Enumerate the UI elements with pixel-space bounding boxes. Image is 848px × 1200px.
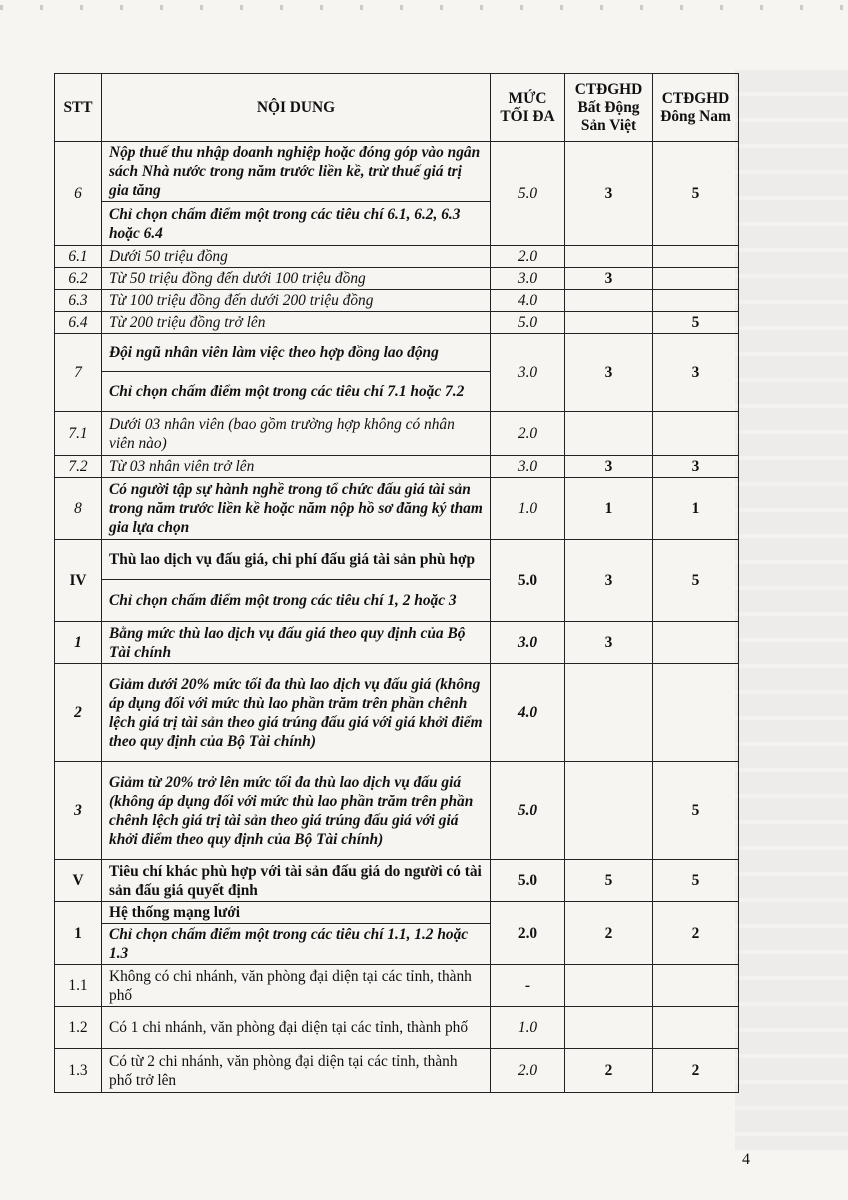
row-score-org2: 3 [653, 456, 739, 478]
row-text: Tiêu chí khác phù hợp với tài sản đấu giá do người có tài sản đấu giá quyết định [102, 860, 491, 902]
row-max-score: 5.0 [491, 540, 565, 622]
row-max-score: 1.0 [491, 1007, 565, 1049]
row-score-org2 [653, 965, 739, 1007]
row-stt: 6.2 [55, 268, 102, 290]
row-score-org2: 3 [653, 334, 739, 412]
row-stt: 8 [55, 478, 102, 540]
page-number: 4 [742, 1151, 750, 1168]
row-stt: 7.2 [55, 456, 102, 478]
row-score-org2: 2 [653, 1049, 739, 1093]
row-stt: 7 [55, 334, 102, 412]
row-text: Giảm từ 20% trở lên mức tối đa thù lao dịch vụ đấu giá (không áp dụng đối với mức thù lao phần trăm trên phần chênh lệch giá trị tài sản theo giá trúng đấu giá với giá khởi điểm theo quy định của Bộ Tài chính) [102, 762, 491, 860]
row-stt: 6.4 [55, 312, 102, 334]
row-stt: 1 [55, 902, 102, 965]
row-stt: 1 [55, 622, 102, 664]
table-row [55, 312, 739, 334]
row-text: Có 1 chi nhánh, văn phòng đại diện tại các tỉnh, thành phố [102, 1007, 491, 1049]
row-text: Có từ 2 chi nhánh, văn phòng đại diện tại các tỉnh, thành phố trở lên [102, 1049, 491, 1093]
row-stt: V [55, 860, 102, 902]
header-content: NỘI DUNG [102, 74, 491, 142]
row-subtext: Chỉ chọn chấm điểm một trong các tiêu chí 1.1, 1.2 hoặc 1.3 [102, 924, 491, 965]
table-row [55, 902, 739, 924]
table-row [55, 246, 739, 268]
header-org-bat-dong-san-viet: CTĐGHD Bất Động Sản Việt [565, 74, 653, 142]
row-score-org1 [565, 290, 653, 312]
table-row [55, 412, 739, 456]
row-stt: 6.1 [55, 246, 102, 268]
row-score-org2: 1 [653, 478, 739, 540]
row-score-org2 [653, 268, 739, 290]
row-max-score: 4.0 [491, 664, 565, 762]
row-max-score: 2.0 [491, 412, 565, 456]
row-score-org1: 3 [565, 456, 653, 478]
row-score-org2 [653, 412, 739, 456]
row-text: Nộp thuế thu nhập doanh nghiệp hoặc đóng góp vào ngân sách Nhà nước trong năm trước liền kề, trừ thuế giá trị gia tăng [102, 142, 491, 202]
row-text: Từ 200 triệu đồng trở lên [102, 312, 491, 334]
row-text: Giảm dưới 20% mức tối đa thù lao dịch vụ đấu giá (không áp dụng đối với mức thù lao phần trăm trên phần chênh lệch giá trị tài sản theo giá trúng đấu giá với giá khởi điểm theo quy định của Bộ Tài chính) [102, 664, 491, 762]
row-score-org2: 2 [653, 902, 739, 965]
row-stt: 7.1 [55, 412, 102, 456]
row-score-org1: 3 [565, 540, 653, 622]
row-stt: 1.3 [55, 1049, 102, 1093]
row-text: Thù lao dịch vụ đấu giá, chi phí đấu giá tài sản phù hợp [102, 540, 491, 580]
table-row [55, 456, 739, 478]
table-row [55, 268, 739, 290]
scan-edge-line [0, 5, 848, 10]
row-score-org1: 3 [565, 268, 653, 290]
row-max-score: 1.0 [491, 478, 565, 540]
table-row [55, 540, 739, 580]
row-score-org2 [653, 622, 739, 664]
row-stt: 1.2 [55, 1007, 102, 1049]
table-row [55, 965, 739, 1007]
row-stt: 2 [55, 664, 102, 762]
row-stt: 6.3 [55, 290, 102, 312]
row-score-org1 [565, 412, 653, 456]
row-score-org1 [565, 965, 653, 1007]
row-text: Từ 100 triệu đồng đến dưới 200 triệu đồng [102, 290, 491, 312]
table-row [55, 1049, 739, 1093]
row-max-score: - [491, 965, 565, 1007]
row-max-score: 4.0 [491, 290, 565, 312]
row-text: Dưới 03 nhân viên (bao gồm trường hợp không có nhân viên nào) [102, 412, 491, 456]
row-text: Bằng mức thù lao dịch vụ đấu giá theo quy định của Bộ Tài chính [102, 622, 491, 664]
row-score-org1: 3 [565, 334, 653, 412]
row-score-org2 [653, 664, 739, 762]
row-score-org1 [565, 1007, 653, 1049]
table-row [55, 762, 739, 860]
row-text: Từ 50 triệu đồng đến dưới 100 triệu đồng [102, 268, 491, 290]
row-subtext: Chỉ chọn chấm điểm một trong các tiêu chí 6.1, 6.2, 6.3 hoặc 6.4 [102, 202, 491, 246]
row-score-org2: 5 [653, 762, 739, 860]
row-stt: 1.1 [55, 965, 102, 1007]
row-score-org1: 1 [565, 478, 653, 540]
row-score-org1: 2 [565, 902, 653, 965]
row-stt: 6 [55, 142, 102, 246]
row-score-org1: 3 [565, 622, 653, 664]
row-text: Dưới 50 triệu đồng [102, 246, 491, 268]
row-text: Từ 03 nhân viên trở lên [102, 456, 491, 478]
table-row [55, 860, 739, 902]
table-row [55, 142, 739, 202]
header-stt: STT [55, 74, 102, 142]
row-subtext: Chỉ chọn chấm điểm một trong các tiêu chí 7.1 hoặc 7.2 [102, 372, 491, 412]
header-org-dong-nam: CTĐGHD Đông Nam [653, 74, 739, 142]
row-score-org1: 5 [565, 860, 653, 902]
row-max-score: 5.0 [491, 762, 565, 860]
table-row [55, 478, 739, 540]
scoring-table [54, 73, 739, 1093]
row-stt: 3 [55, 762, 102, 860]
row-stt: IV [55, 540, 102, 622]
row-text: Không có chi nhánh, văn phòng đại diện tại các tỉnh, thành phố [102, 965, 491, 1007]
row-max-score: 5.0 [491, 142, 565, 246]
row-score-org2 [653, 290, 739, 312]
row-max-score: 3.0 [491, 334, 565, 412]
row-max-score: 2.0 [491, 902, 565, 965]
row-text: Có người tập sự hành nghề trong tổ chức đấu giá tài sản trong năm trước liền kề hoặc năm nộp hồ sơ đăng ký tham gia lựa chọn [102, 478, 491, 540]
table-row [55, 290, 739, 312]
row-score-org2 [653, 246, 739, 268]
row-max-score: 5.0 [491, 312, 565, 334]
row-score-org1: 2 [565, 1049, 653, 1093]
row-score-org2: 5 [653, 312, 739, 334]
row-score-org1 [565, 664, 653, 762]
row-text: Đội ngũ nhân viên làm việc theo hợp đồng lao động [102, 334, 491, 372]
row-score-org2: 5 [653, 860, 739, 902]
table-row [55, 1007, 739, 1049]
row-max-score: 3.0 [491, 622, 565, 664]
row-max-score: 2.0 [491, 1049, 565, 1093]
row-score-org2: 5 [653, 142, 739, 246]
row-score-org1 [565, 246, 653, 268]
row-score-org2: 5 [653, 540, 739, 622]
row-max-score: 5.0 [491, 860, 565, 902]
row-score-org1: 3 [565, 142, 653, 246]
row-score-org1 [565, 312, 653, 334]
table-header-row [55, 74, 739, 142]
row-score-org2 [653, 1007, 739, 1049]
row-subtext: Chỉ chọn chấm điểm một trong các tiêu chí 1, 2 hoặc 3 [102, 580, 491, 622]
table-row [55, 334, 739, 372]
row-max-score: 3.0 [491, 456, 565, 478]
scan-bleed-through [735, 70, 848, 1150]
row-max-score: 2.0 [491, 246, 565, 268]
row-text: Hệ thống mạng lưới [102, 902, 491, 924]
header-max-score: MỨC TỐI ĐA [491, 74, 565, 142]
row-max-score: 3.0 [491, 268, 565, 290]
row-score-org1 [565, 762, 653, 860]
table-row [55, 664, 739, 762]
table-row [55, 622, 739, 664]
